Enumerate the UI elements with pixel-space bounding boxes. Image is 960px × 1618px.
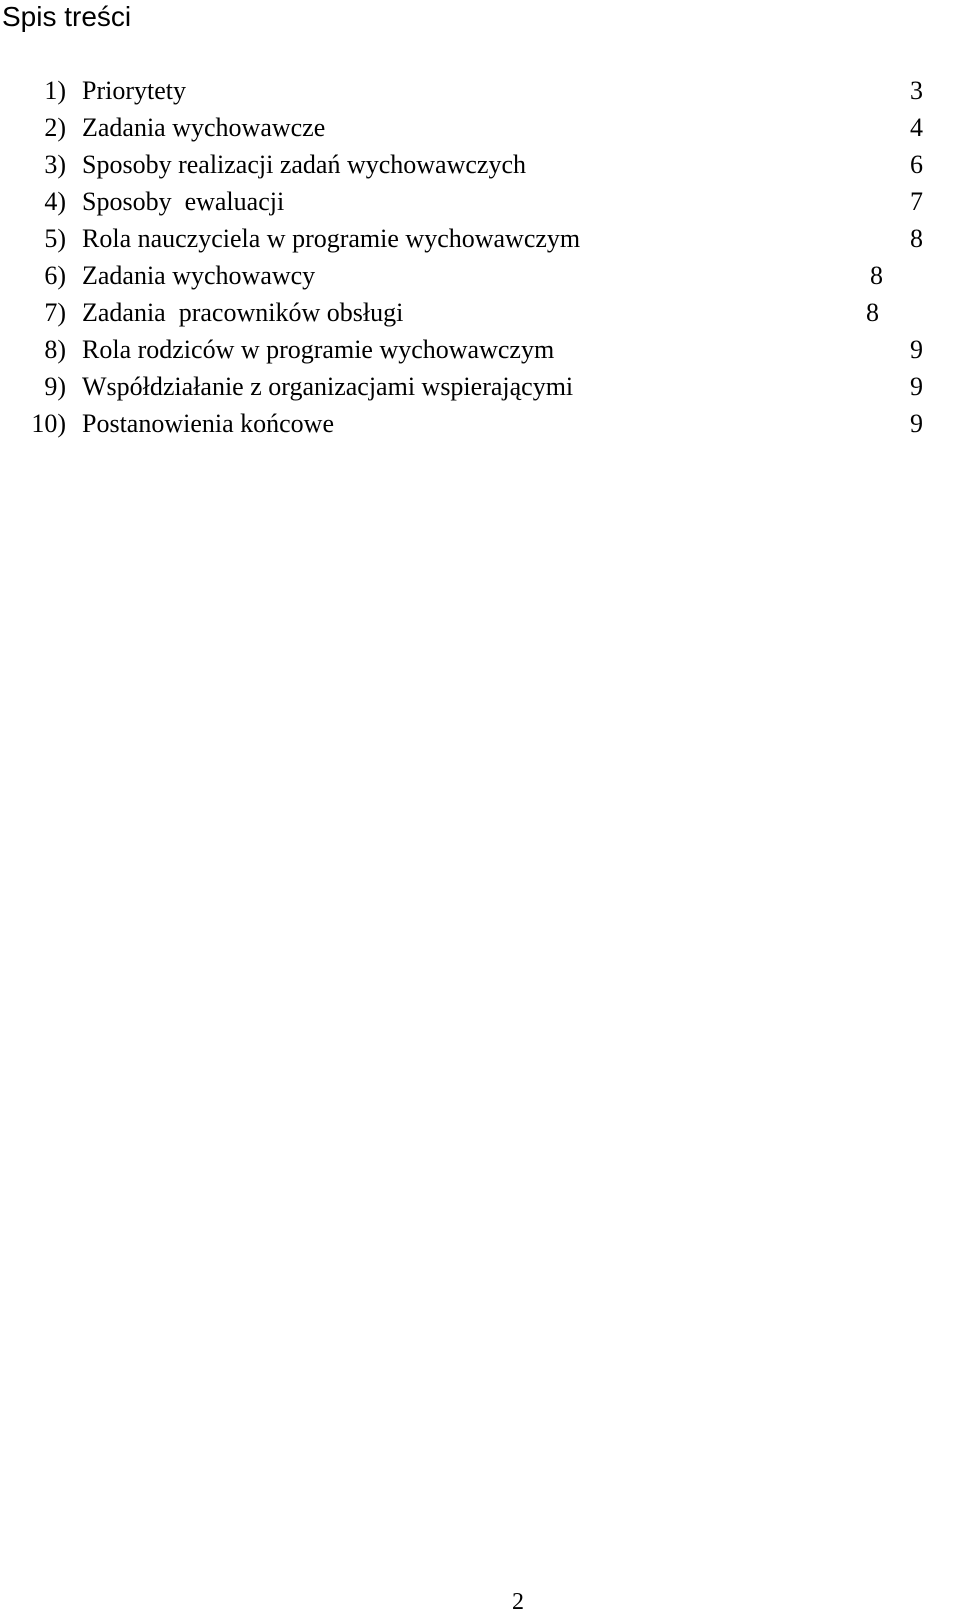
toc-entry-number: 2) (44, 113, 66, 142)
table-of-contents (0, 72, 960, 442)
toc-entry-page: 4 (910, 113, 923, 142)
toc-entry-page: 8 (866, 298, 879, 327)
toc-entry-title: Zadania pracowników obsługi (82, 298, 404, 327)
toc-entry-title: Postanowienia końcowe (82, 409, 335, 438)
toc-entry-number: 3) (44, 150, 66, 179)
toc-entry-page: 9 (910, 335, 923, 364)
toc-entry-title: Sposoby realizacji zadań wychowawczych (82, 150, 526, 179)
toc-entry-page: 7 (910, 187, 923, 216)
toc-entry-page: 9 (910, 409, 923, 438)
toc-entry-page: 8 (910, 224, 923, 253)
toc-entry-page: 8 (870, 261, 883, 290)
toc-entry-title: Współdziałanie z organizacjami wspierającymi (82, 372, 574, 401)
toc-entry-title: Sposoby ewaluacji (82, 187, 285, 216)
toc-entry[interactable] (0, 183, 960, 220)
toc-entry-number: 1) (44, 76, 66, 105)
toc-entry-title: Zadania wychowawcze (82, 113, 326, 142)
toc-entry-number: 5) (44, 224, 66, 253)
toc-entry-title: Rola nauczyciela w programie wychowawczym (82, 224, 581, 253)
toc-entry[interactable] (0, 331, 960, 368)
toc-entry-title: Rola rodziców w programie wychowawczym (82, 335, 555, 364)
toc-entry-title: Priorytety (82, 76, 186, 105)
toc-entry[interactable] (0, 257, 960, 294)
toc-entry-page: 3 (910, 76, 923, 105)
toc-entry-title: Zadania wychowawcy (82, 261, 316, 290)
toc-entry-number: 7) (44, 298, 66, 327)
toc-entry-number: 8) (44, 335, 66, 364)
toc-entry[interactable] (0, 109, 960, 146)
toc-entry[interactable] (0, 146, 960, 183)
toc-heading: Spis treści (2, 1, 132, 32)
toc-entry[interactable] (0, 220, 960, 257)
toc-entry-number: 9) (44, 372, 66, 401)
toc-entry-page: 6 (910, 150, 923, 179)
page-number: 2 (512, 1589, 524, 1615)
toc-entry-number: 6) (44, 261, 66, 290)
toc-entry-number: 4) (44, 187, 66, 216)
toc-entry-page: 9 (910, 372, 923, 401)
toc-entry[interactable] (0, 405, 960, 442)
toc-entry[interactable] (0, 368, 960, 405)
toc-entry[interactable] (0, 294, 960, 331)
toc-entry-number: 10) (31, 409, 66, 438)
toc-entry[interactable] (0, 72, 960, 109)
